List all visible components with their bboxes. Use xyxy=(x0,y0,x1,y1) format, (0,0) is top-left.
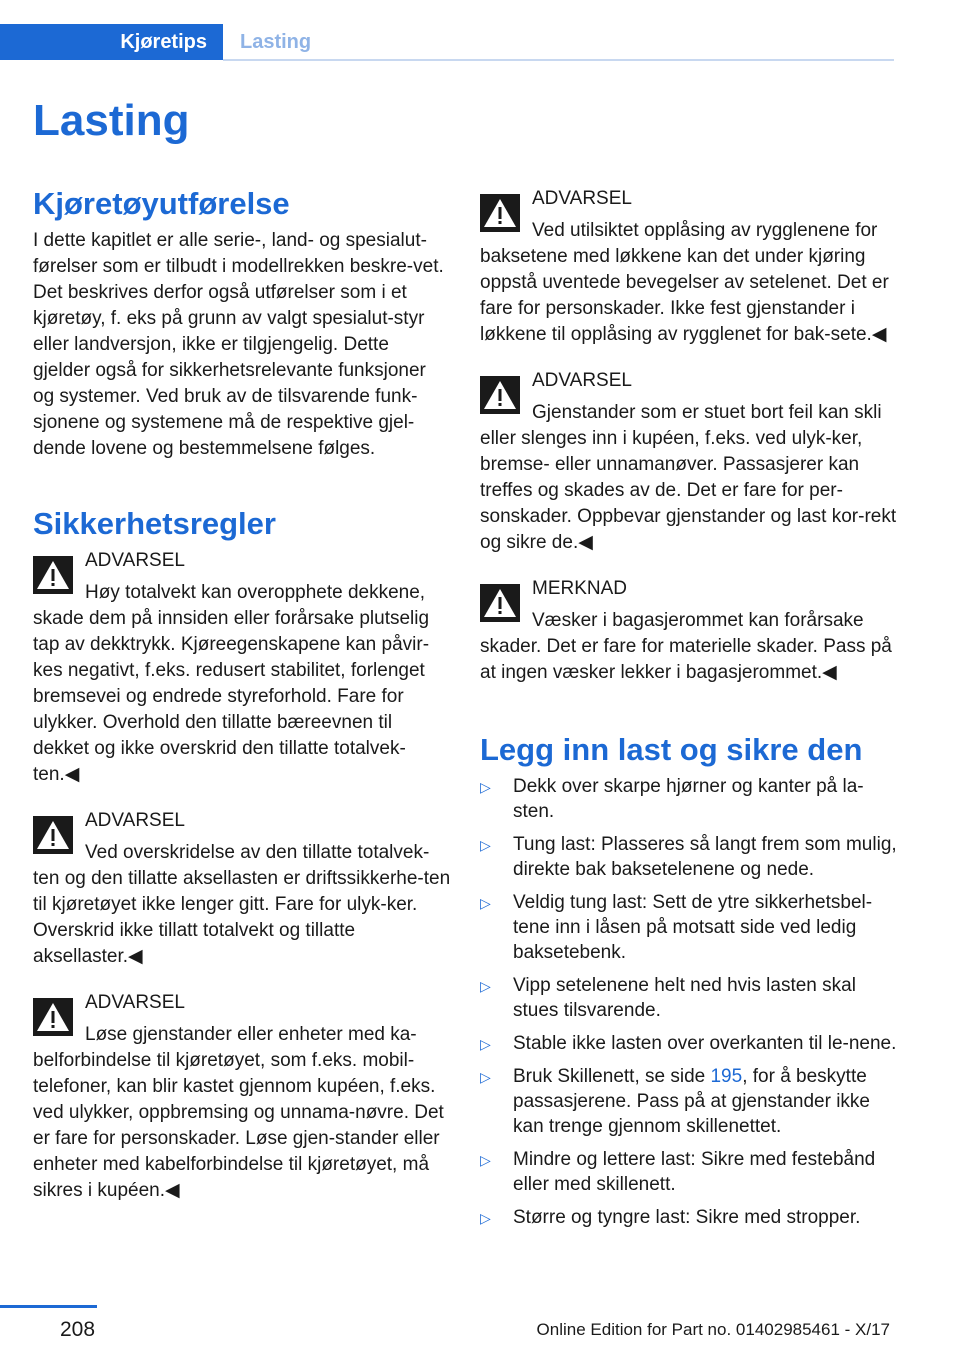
warning-keyword: ADVARSEL xyxy=(85,992,185,1013)
warning-keyword: ADVARSEL xyxy=(532,188,632,209)
warning-triangle-icon xyxy=(480,376,520,414)
bullet-triangle-icon: ▷ xyxy=(480,1152,491,1168)
list-item: ▷ Veldig tung last: Sett de ytre sikkerhetsbel-tene inn i låsen på motsatt side ved ledig baksetebenk. xyxy=(480,892,873,963)
section-heading-safety-rules: Sikkerhetsregler xyxy=(33,506,276,541)
notice-block xyxy=(480,576,898,686)
tab-lasting[interactable]: Lasting xyxy=(240,31,312,53)
warning-triangle-icon xyxy=(33,816,73,854)
notice-keyword: MERKNAD xyxy=(532,578,628,599)
load-steps-list xyxy=(480,774,898,1230)
section-heading-vehicle-equipment: Kjøretøyutførelse xyxy=(33,186,290,221)
bullet-triangle-icon: ▷ xyxy=(480,1036,491,1052)
bullet-triangle-icon: ▷ xyxy=(480,978,491,994)
warning-block xyxy=(33,990,451,1204)
warning-text: Løse gjenstander eller enheter med ka-belforbindelse til kjøretøyet, som f.eks. mobil-telefoner, kan blir kastet gjennom kupéen, f.eks. ved ulykker, oppbremsing og unnama-nøvre. Det er fare for personskader. Løse gjen-stander eller enheter med kabelforbindelse til kjøretøyet, må sikres i kupéen.◀ xyxy=(33,1024,444,1201)
warning-triangle-icon xyxy=(480,194,520,232)
section-text-vehicle-equipment: I dette kapitlet er alle serie-, land- og spesialut-førelser som er tilbudt i modellrekken beskre-vet. Det beskrives derfor også utførelser som i et kjøretøy, f. eks på grunn av valgt spesialut-styr eller landversjon, ikke er tilgjengelig. Dette gjelder også for sikkerhetsrelevante funksjoner og systemer. Ved bruk av de tilsvarende funk-sjonene og systemene må de respektive gjel-dende lovene og bestemmelsene følges. xyxy=(33,230,444,459)
edition-note: Online Edition for Part no. 01402985461 - X/17 xyxy=(536,1320,890,1339)
warning-text: Ved overskridelse av den tillatte totalvek-ten og den tillatte aksellasten er driftssikkerhe-ten til kjøretøyet ikke lenger gitt. Fare for ulyk-ker. Overskrid ikke tillatt totalvekt og tillatte aksellaster.◀ xyxy=(33,842,451,967)
warning-keyword: ADVARSEL xyxy=(532,370,632,391)
header-tabbar xyxy=(0,24,894,62)
page-reference-link[interactable]: 195 xyxy=(710,1066,743,1087)
bullet-triangle-icon: ▷ xyxy=(480,837,491,853)
tab-kjoretips[interactable]: Kjøretips xyxy=(0,24,223,60)
page-title: Lasting xyxy=(33,96,190,145)
left-column xyxy=(33,186,451,1224)
list-item: ▷ Tung last: Plasseres så langt frem som mulig, direkte bak baksetelenene og nede. xyxy=(480,834,897,880)
notice-text: Væsker i bagasjerommet kan forårsake skader. Det er fare for materielle skader. Pass på at ingen væsker lekker i bagasjerommet.◀ xyxy=(480,610,892,683)
list-item: ▷ Mindre og lettere last: Sikre med festebånd eller med skillenett. xyxy=(480,1149,876,1195)
list-item: ▷ Bruk Skillenett, se side 195, for å beskytte passasjerene. Pass på at gjenstander ikke kan trenge gjennom skillenettet. xyxy=(480,1066,870,1137)
warning-keyword: ADVARSEL xyxy=(85,810,185,831)
notice-triangle-icon xyxy=(480,584,520,622)
list-item: ▷ Stable ikke lasten over overkanten til le-nene. xyxy=(480,1031,898,1056)
list-item: ▷ Vipp setelenene helt ned hvis lasten skal stues tilsvarende. xyxy=(480,975,856,1021)
warning-block xyxy=(480,186,898,348)
bullet-triangle-icon: ▷ xyxy=(480,779,491,795)
warning-block xyxy=(33,808,451,970)
list-item: ▷ Større og tyngre last: Sikre med stropper. xyxy=(480,1205,898,1230)
right-column xyxy=(480,186,898,1238)
section-heading-load-securing: Legg inn last og sikre den xyxy=(480,732,863,767)
warning-text: Gjenstander som er stuet bort feil kan skli eller slenges inn i kupéen, f.eks. ved ulyk-ker, bremse- eller unnamanøver. Passasjerer kan treffes og skades av de. Det er fare for per-sonskader. Oppbevar gjenstander og last kor-rekt og sikre de.◀ xyxy=(480,402,897,553)
warning-triangle-icon xyxy=(33,998,73,1036)
tab-underline xyxy=(223,59,894,61)
warning-triangle-icon xyxy=(33,556,73,594)
bullet-triangle-icon: ▷ xyxy=(480,1069,491,1085)
warning-text: Ved utilsiktet opplåsing av rygglenene for baksetene med løkkene kan det under kjøring oppstå uventede bevegelser av setelenet. Det er fare for personskader. Ikke fest gjenstander i løkkene til opplåsing av rygglenet for bak-sete.◀ xyxy=(480,220,889,345)
warning-keyword: ADVARSEL xyxy=(85,550,185,571)
warning-text: Høy totalvekt kan overopphete dekkene, skade dem på innsiden eller forårsake plutselig tap av dekktrykk. Kjøreegenskapene kan påvir-kes negativt, f.eks. redusert stabilitet, forlenget bremsevei og endrede styreforhold. Fare for ulykker. Overhold den tillatte bæreevnen til dekket og ikke overskrid den tillatte totalvek-ten.◀ xyxy=(33,582,430,785)
bullet-triangle-icon: ▷ xyxy=(480,1210,491,1226)
warning-block xyxy=(480,368,898,556)
bullet-triangle-icon: ▷ xyxy=(480,895,491,911)
warning-block xyxy=(33,548,451,788)
footer-accent-line xyxy=(0,1305,97,1308)
page-number: 208 xyxy=(60,1318,96,1341)
list-item: ▷ Dekk over skarpe hjørner og kanter på la-sten. xyxy=(480,776,864,822)
